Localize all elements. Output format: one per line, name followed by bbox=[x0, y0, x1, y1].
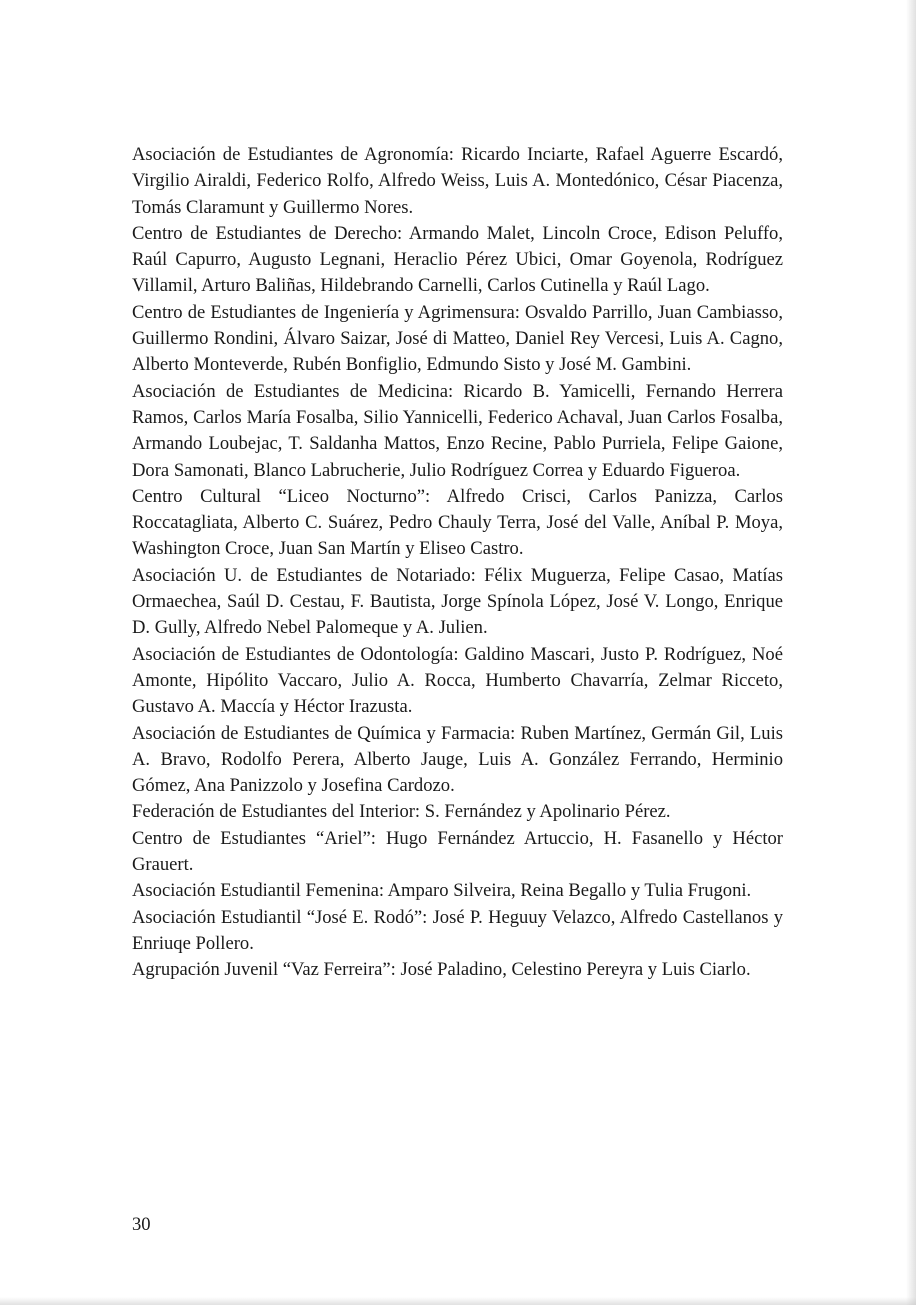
paragraph-derecho: Centro de Estudiantes de Derecho: Armando Malet, Lincoln Croce, Edison Peluffo, Raúl Capurro, Augusto Legnani, Heraclio Pérez Ubici, Omar Goyenola, Rodríguez Villamil, Arturo Baliñas, Hildebrando Carnelli, Carlos Cutinella y Raúl Lago. bbox=[132, 222, 783, 297]
paragraph-medicina: Asociación de Estudiantes de Medicina: Ricardo B. Yamicelli, Fernando Herrera Ramos, Carlos María Fosalba, Silio Yannicelli, Federico Achaval, Juan Carlos Fosalba, Armando Loubejac, T. Saldanha Mattos, Enzo Recine, Pablo Purriela, Felipe Gaione, Dora Samonati, Blanco Labrucherie, Julio Rodríguez Correa y Eduardo Figueroa. bbox=[132, 380, 783, 481]
paragraph-agronomia: Asociación de Estudiantes de Agronomía: Ricardo Inciarte, Rafael Aguerre Escardó, Virgilio Airaldi, Federico Rolfo, Alfredo Weiss, Luis A. Montedónico, César Piacenza, Tomás Claramunt y Guillermo Nores. bbox=[132, 144, 783, 218]
page-body bbox=[132, 142, 783, 984]
paragraph-ingenieria: Centro de Estudiantes de Ingeniería y Agrimensura: Osvaldo Parrillo, Juan Cambiasso, Guillermo Rondini, Álvaro Saizar, José di Matteo, Daniel Rey Vercesi, Luis A. Cagno, Alberto Monteverde, Rubén Bonfiglio, Edmundo Sisto y José M. Gambini. bbox=[132, 301, 783, 376]
paragraph-interior: Federación de Estudiantes del Interior: S. Fernández y Apolinario Pérez. bbox=[132, 801, 671, 823]
paragraph-femenina: Asociación Estudiantil Femenina: Amparo Silveira, Reina Begallo y Tulia Frugoni. bbox=[132, 880, 752, 902]
paragraph-odontologia: Asociación de Estudiantes de Odontología: Galdino Mascari, Justo P. Rodríguez, Noé Amonte, Hipólito Vaccaro, Julio A. Rocca, Humberto Chavarría, Zelmar Ricceto, Gustavo A. Maccía y Héctor Irazusta. bbox=[132, 643, 783, 718]
paragraph-liceo-nocturno: Centro Cultural “Liceo Nocturno”: Alfredo Crisci, Carlos Panizza, Carlos Roccatagliata, Alberto C. Suárez, Pedro Chauly Terra, José del Valle, Aníbal P. Moya, Washington Croce, Juan San Martín y Eliseo Castro. bbox=[132, 485, 783, 560]
paragraph-quimica-farmacia: Asociación de Estudiantes de Química y Farmacia: Ruben Martínez, Germán Gil, Luis A. Bravo, Rodolfo Perera, Alberto Jauge, Luis A. González Ferrando, Herminio Gómez, Ana Panizzolo y Josefina Cardozo. bbox=[132, 722, 783, 797]
paragraph-ariel: Centro de Estudiantes “Ariel”: Hugo Fernández Artuccio, H. Fasanello y Héctor Grauert. bbox=[132, 827, 783, 876]
page-number: 30 bbox=[132, 1214, 151, 1235]
paragraph-notariado: Asociación U. de Estudiantes de Notariado: Félix Muguerza, Felipe Casao, Matías Ormaechea, Saúl D. Cestau, F. Bautista, Jorge Spínola López, José V. Longo, Enrique D. Gully, Alfredo Nebel Palomeque y A. Julien. bbox=[132, 564, 783, 639]
page-edge-shadow bbox=[906, 0, 916, 1305]
paragraph-vaz-ferreira: Agrupación Juvenil “Vaz Ferreira”: José Paladino, Celestino Pereyra y Luis Ciarlo. bbox=[132, 959, 751, 981]
paragraph-rodo: Asociación Estudiantil “José E. Rodó”: José P. Heguuy Velazco, Alfredo Castellanos y Enriuqe Pollero. bbox=[132, 906, 783, 954]
page-bottom-shadow bbox=[0, 1297, 916, 1305]
